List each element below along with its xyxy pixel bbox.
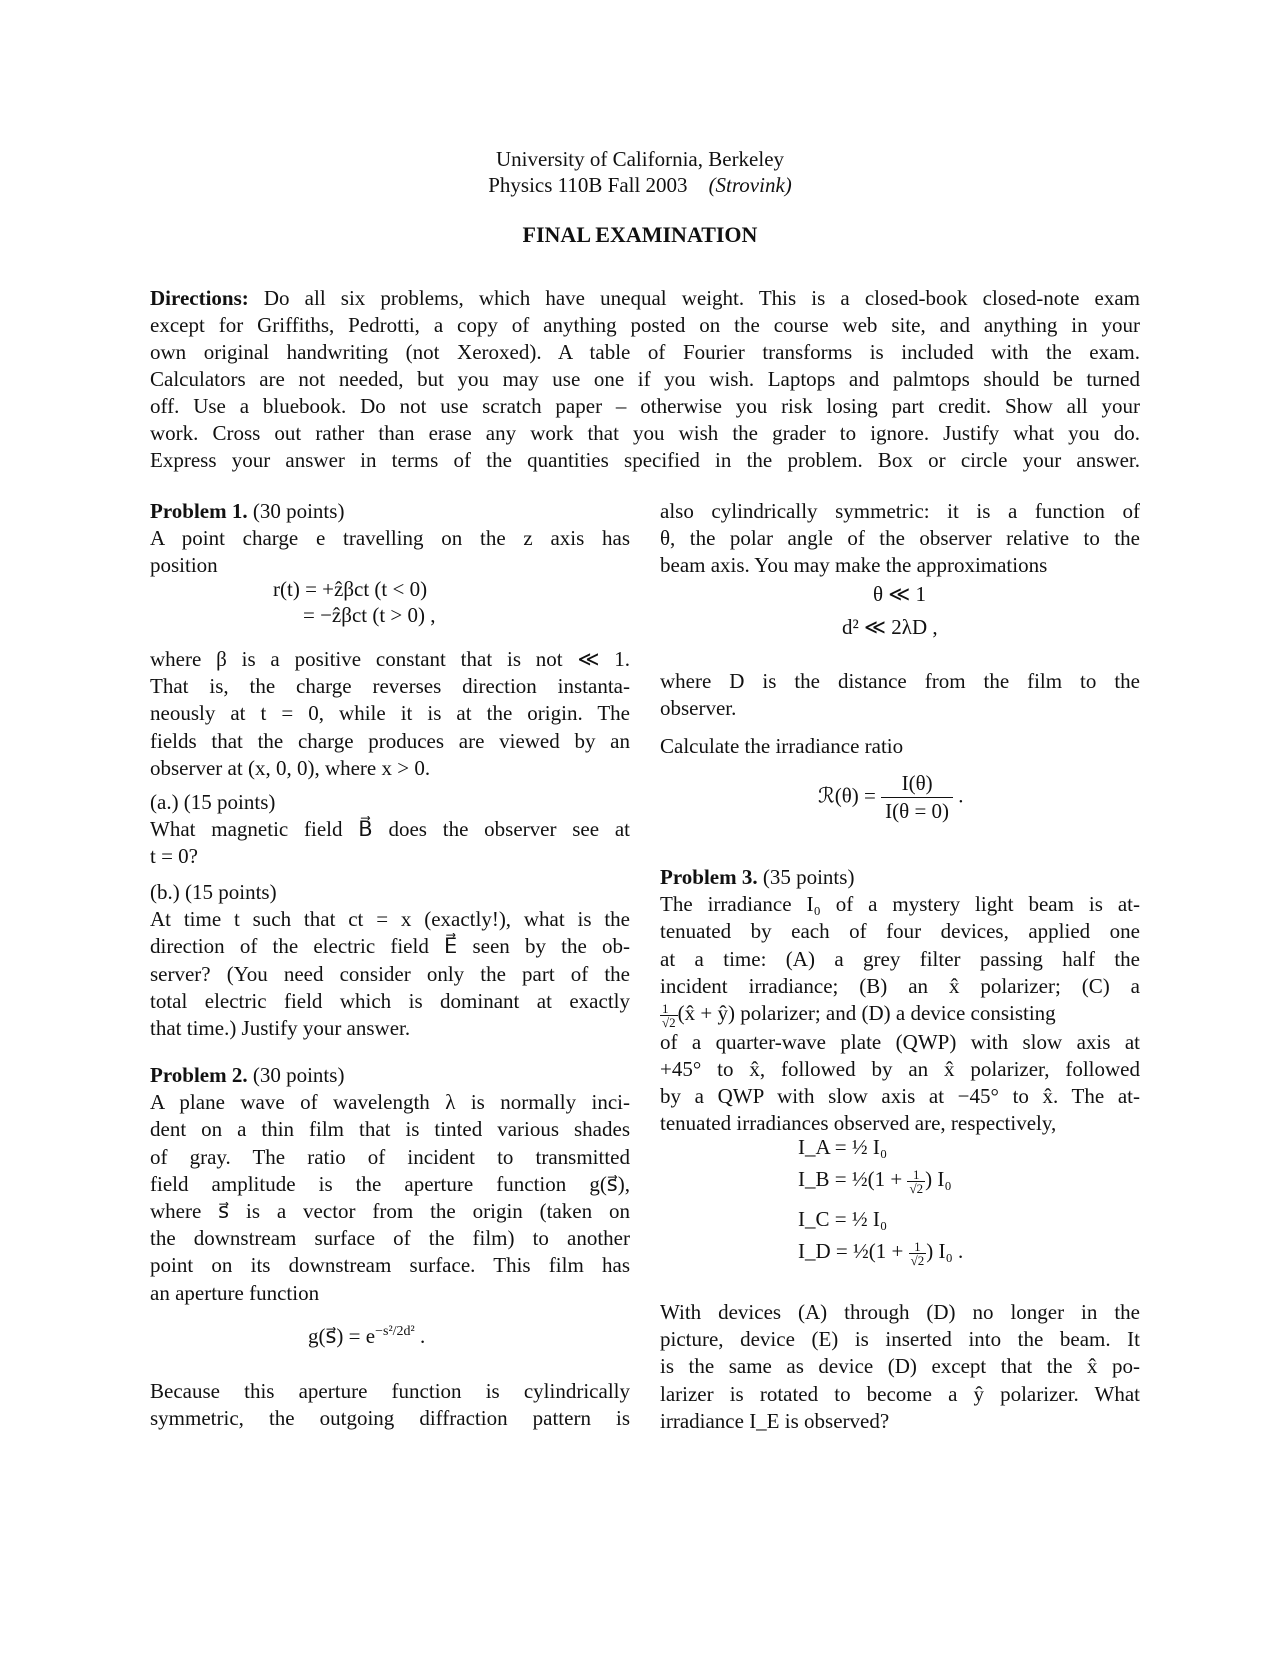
approximation-2: d² ≪ 2λD , <box>842 615 938 639</box>
problem-3: Problem 3. (35 points) The irradiance I₀ of a mystery light beam is at- tenuated by each of four devices, applied one at a time: (A) a grey filter passing half the incident irradiance; (B) an x̂ polarizer; (C) a $\frac{1}{√2}$ (x̂ + ŷ) polarizer; and (D) a device consisting of a quarter-wave plate (QWP) with slow axis at +45° to x̂, followed by an x̂ polarizer, followed by a QWP with slow axis at −45° to x̂. The at- tenuated irradiances observed are, respectively, <box>660 865 1140 1136</box>
directions-label: Directions: <box>150 286 249 310</box>
position-equation-2: = −ẑβct (t > 0) , <box>303 603 436 627</box>
problem-2-where: where D is the distance from the film to the observer. <box>660 669 1140 721</box>
irradiance-ratio-equation: ℛ(θ) = $\frac{I(\theta)}{I(\theta = 0)}$ . <box>818 771 964 823</box>
irradiance-IB: I_B = ½(1 + $\frac{1}{√2}$ ) I₀ <box>798 1166 952 1196</box>
position-equation-1: r(t) = +ẑβct (t < 0) <box>273 577 428 601</box>
instructor-name: (Strovink) <box>708 173 792 197</box>
course-name: Physics 110B Fall 2003 <box>488 173 688 197</box>
problem-1-body: where β is a positive constant that is not ≪ 1. That is, the charge reverses direction instanta- neously at t = 0, while it is at the origin. The fields that the charge produces are viewed by an observer at (x, 0, 0), where x > 0. <box>150 647 630 780</box>
problem-1-part-b: (b.) (15 points) At time t such that ct = x (exactly!), what is the direction of the electric field E⃗ seen by the ob- server? (You need consider only the part of the total electric field which is dominant at exactly that time.) Justify your answer. <box>150 880 630 1041</box>
exam-title: FINAL EXAMINATION <box>522 222 758 247</box>
problem-1-heading: Problem 1. <box>150 499 248 523</box>
irradiance-IC: I_C = ½ I₀ <box>798 1207 888 1231</box>
irradiance-ID: I_D = ½(1 + $\frac{1}{√2}$ ) I₀ . <box>798 1238 964 1268</box>
aperture-function-equation: g(s⃗) = $e^{-s^2/2d^2}$ . <box>308 1324 426 1348</box>
course-line <box>0 172 1280 199</box>
part-b-label: (b.) (15 points) <box>150 880 277 904</box>
problem-3-heading: Problem 3. <box>660 865 758 889</box>
problem-2-calc: Calculate the irradiance ratio <box>660 734 904 758</box>
problem-2-body-continued: Because this aperture function is cylindrically symmetric, the outgoing diffraction pattern is <box>150 1379 630 1431</box>
problem-1: Problem 1. (30 points) A point charge e travelling on the z axis has position <box>150 499 630 578</box>
problem-2-right: also cylindrically symmetric: it is a function of θ, the polar angle of the observer relative to the beam axis. You may make the approximations <box>660 499 1140 578</box>
problem-1-part-a: (a.) (15 points) What magnetic field B⃗ does the observer see at t = 0? <box>150 790 630 869</box>
university-name: University of California, Berkeley <box>495 147 785 171</box>
one-over-root-two: $\frac{1}{√2}$ <box>662 1000 676 1030</box>
irradiance-IA: I_A = ½ I₀ <box>798 1135 888 1159</box>
problem-2: Problem 2. (30 points) A plane wave of wavelength λ is normally inci- dent on a thin film that is tinted various shades of gray. The ratio of incident to transmitted field amplitude is the aperture function g(s⃗), where s⃗ is a vector from the origin (taken on the downstream surface of the film) to another point on its downstream surface. This film has an aperture function <box>150 1063 630 1305</box>
part-a-label: (a.) (15 points) <box>150 790 276 814</box>
approximation-1: θ ≪ 1 <box>873 582 927 606</box>
problem-2-heading: Problem 2. <box>150 1063 248 1087</box>
problem-3-final: With devices (A) through (D) no longer in the picture, device (E) is inserted into the beam. It is the same as device (D) except that the x̂ po- larizer is rotated to become a ŷ polarizer. What irradiance I_E is observed? <box>660 1300 1140 1433</box>
ratio-fraction: $\frac{I(\theta)}{I(\theta = 0)}$ <box>881 770 953 825</box>
directions: Directions: Do all six problems, which have unequal weight. This is a closed-book closed-note exam except for Griffiths, Pedrotti, a copy of anything posted on the course web site, and anything in your own original handwriting (not Xeroxed). A table of Fourier transforms is included with the exam. Calculators are not needed, but you may use one if you wish. Laptops and palmtops should be turned off. Use a bluebook. Do not use scratch paper – otherwise you risk losing part credit. Show all your work. Cross out rather than erase any work that you wish the grader to ignore. Justify what you do. Express your answer in terms of the quantities specified in the problem. Box or circle your answer. <box>150 286 1141 472</box>
